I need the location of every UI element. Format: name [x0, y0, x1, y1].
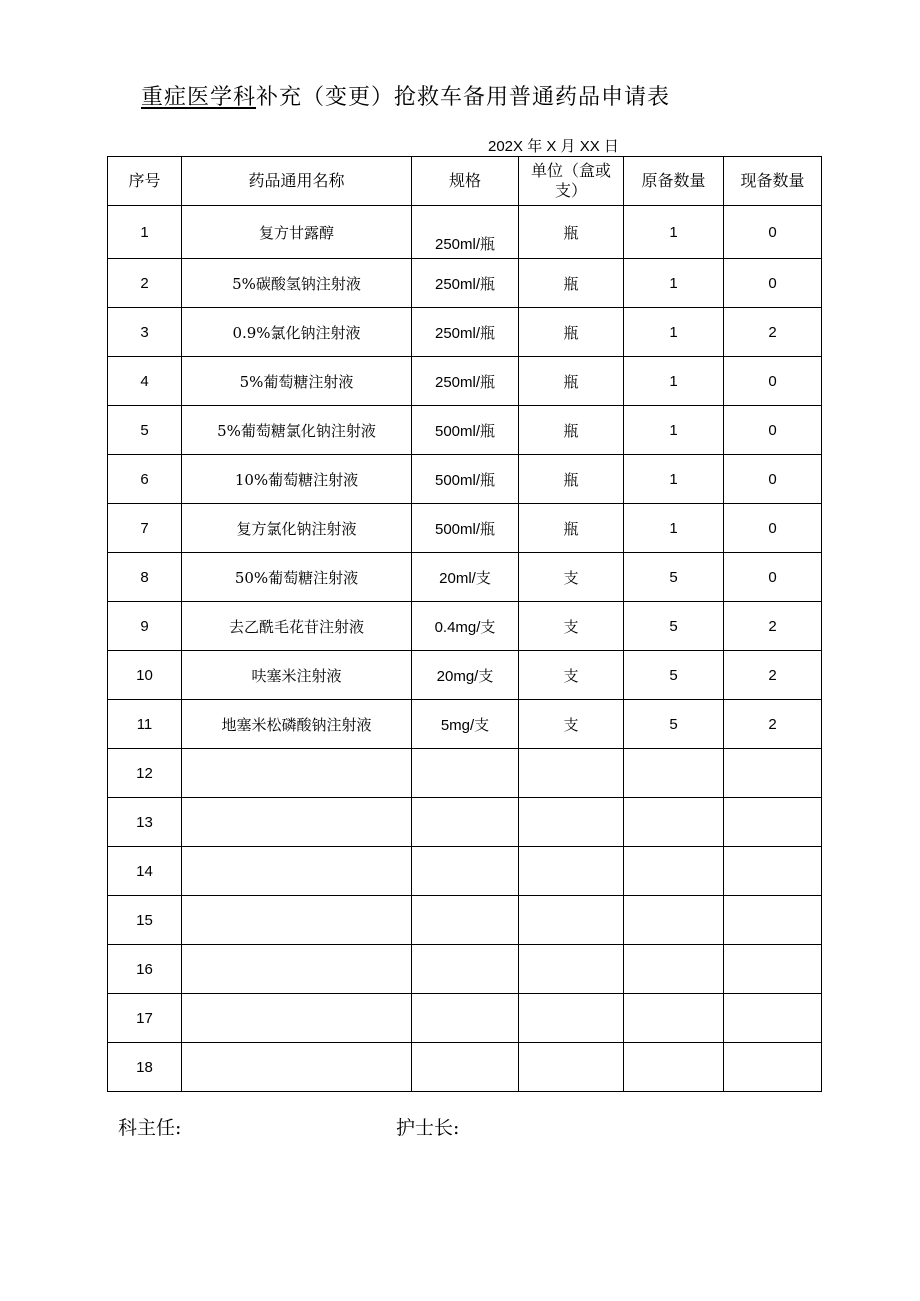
head-nurse-signature-label: 护士长:	[396, 1117, 460, 1139]
cell-name	[182, 945, 412, 994]
cell-name: 5%葡萄糖氯化钠注射液	[182, 406, 412, 455]
cell-name: 50%葡萄糖注射液	[182, 553, 412, 602]
cell-unit: 支	[519, 553, 624, 602]
cell-original-qty	[624, 847, 724, 896]
cell-name: 地塞米松磷酸钠注射液	[182, 700, 412, 749]
cell-current-qty: 0	[724, 504, 822, 553]
header-current-qty: 现备数量	[724, 157, 822, 206]
table-row	[108, 406, 822, 455]
form-title: 补充（变更）抢救车备用普通药品申请表	[256, 85, 671, 110]
cell-original-qty: 1	[624, 504, 724, 553]
cell-unit	[519, 896, 624, 945]
table-row	[108, 308, 822, 357]
table-row	[108, 206, 822, 259]
table-row	[108, 357, 822, 406]
cell-spec: 250ml/瓶	[412, 308, 519, 357]
cell-current-qty	[724, 994, 822, 1043]
cell-no: 11	[108, 700, 182, 749]
cell-no: 15	[108, 896, 182, 945]
cell-name: 呋塞米注射液	[182, 651, 412, 700]
table-row	[108, 700, 822, 749]
cell-current-qty	[724, 896, 822, 945]
header-name: 药品通用名称	[182, 157, 412, 206]
cell-original-qty: 1	[624, 259, 724, 308]
cell-name	[182, 749, 412, 798]
cell-spec: 250ml/瓶	[412, 206, 519, 259]
cell-current-qty: 0	[724, 357, 822, 406]
cell-current-qty: 0	[724, 553, 822, 602]
cell-unit: 瓶	[519, 455, 624, 504]
cell-name	[182, 1043, 412, 1092]
cell-original-qty	[624, 749, 724, 798]
cell-unit: 瓶	[519, 504, 624, 553]
cell-current-qty	[724, 1043, 822, 1092]
cell-no: 16	[108, 945, 182, 994]
cell-unit	[519, 945, 624, 994]
cell-name: 去乙酰毛花苷注射液	[182, 602, 412, 651]
cell-spec	[412, 798, 519, 847]
cell-unit	[519, 798, 624, 847]
cell-spec	[412, 847, 519, 896]
cell-name	[182, 847, 412, 896]
cell-spec	[412, 896, 519, 945]
cell-unit	[519, 847, 624, 896]
page-title	[141, 80, 670, 111]
cell-original-qty	[624, 945, 724, 994]
table-row	[108, 504, 822, 553]
cell-spec: 500ml/瓶	[412, 406, 519, 455]
table-row	[108, 798, 822, 847]
cell-name: 0.9%氯化钠注射液	[182, 308, 412, 357]
cell-unit	[519, 749, 624, 798]
cell-unit: 瓶	[519, 357, 624, 406]
cell-no: 9	[108, 602, 182, 651]
cell-original-qty	[624, 1043, 724, 1092]
cell-spec: 500ml/瓶	[412, 504, 519, 553]
table-body	[108, 206, 822, 1092]
header-spec: 规格	[412, 157, 519, 206]
cell-unit: 瓶	[519, 259, 624, 308]
cell-no: 17	[108, 994, 182, 1043]
cell-original-qty	[624, 798, 724, 847]
cell-name	[182, 994, 412, 1043]
table-row	[108, 994, 822, 1043]
cell-spec: 250ml/瓶	[412, 259, 519, 308]
table-row	[108, 651, 822, 700]
cell-current-qty: 2	[724, 308, 822, 357]
cell-original-qty: 1	[624, 406, 724, 455]
cell-unit: 瓶	[519, 206, 624, 259]
cell-original-qty	[624, 896, 724, 945]
cell-name: 复方甘露醇	[182, 206, 412, 259]
header-unit: 单位（盒或支）	[519, 157, 624, 206]
cell-original-qty: 1	[624, 455, 724, 504]
cell-unit	[519, 994, 624, 1043]
cell-no: 1	[108, 206, 182, 259]
cell-no: 10	[108, 651, 182, 700]
cell-current-qty	[724, 798, 822, 847]
cell-no: 7	[108, 504, 182, 553]
header-original-qty: 原备数量	[624, 157, 724, 206]
cell-current-qty: 2	[724, 602, 822, 651]
cell-name	[182, 798, 412, 847]
table-row	[108, 1043, 822, 1092]
header-no: 序号	[108, 157, 182, 206]
cell-original-qty: 5	[624, 700, 724, 749]
cell-no: 13	[108, 798, 182, 847]
table-row	[108, 553, 822, 602]
cell-unit: 支	[519, 602, 624, 651]
cell-no: 14	[108, 847, 182, 896]
cell-original-qty: 5	[624, 553, 724, 602]
cell-original-qty: 1	[624, 357, 724, 406]
table-header-row	[108, 157, 822, 206]
table-row	[108, 847, 822, 896]
table-row	[108, 749, 822, 798]
cell-name	[182, 896, 412, 945]
table-row	[108, 455, 822, 504]
table-row	[108, 602, 822, 651]
cell-name: 复方氯化钠注射液	[182, 504, 412, 553]
form-date: 202X 年 X 月 XX 日	[488, 138, 619, 155]
cell-spec	[412, 749, 519, 798]
cell-no: 8	[108, 553, 182, 602]
cell-original-qty: 5	[624, 651, 724, 700]
table-row	[108, 896, 822, 945]
cell-name: 5%碳酸氢钠注射液	[182, 259, 412, 308]
cell-current-qty	[724, 749, 822, 798]
cell-spec: 20ml/支	[412, 553, 519, 602]
cell-current-qty: 0	[724, 455, 822, 504]
cell-original-qty	[624, 994, 724, 1043]
cell-current-qty: 2	[724, 651, 822, 700]
cell-spec: 0.4mg/支	[412, 602, 519, 651]
cell-name: 5%葡萄糖注射液	[182, 357, 412, 406]
cell-no: 3	[108, 308, 182, 357]
cell-current-qty: 0	[724, 259, 822, 308]
cell-spec: 5mg/支	[412, 700, 519, 749]
cell-no: 2	[108, 259, 182, 308]
cell-original-qty: 1	[624, 206, 724, 259]
cell-no: 12	[108, 749, 182, 798]
director-signature-label: 科主任:	[118, 1117, 182, 1139]
cell-spec	[412, 994, 519, 1043]
cell-current-qty	[724, 847, 822, 896]
cell-unit: 支	[519, 651, 624, 700]
cell-unit: 支	[519, 700, 624, 749]
cell-spec	[412, 1043, 519, 1092]
cell-no: 4	[108, 357, 182, 406]
cell-current-qty: 0	[724, 406, 822, 455]
cell-unit: 瓶	[519, 308, 624, 357]
cell-original-qty: 5	[624, 602, 724, 651]
cell-spec	[412, 945, 519, 994]
cell-name: 10%葡萄糖注射液	[182, 455, 412, 504]
cell-current-qty	[724, 945, 822, 994]
medication-table	[107, 156, 822, 1092]
department-name: 重症医学科	[141, 85, 257, 110]
cell-no: 6	[108, 455, 182, 504]
cell-no: 18	[108, 1043, 182, 1092]
cell-original-qty: 1	[624, 308, 724, 357]
cell-no: 5	[108, 406, 182, 455]
cell-unit: 瓶	[519, 406, 624, 455]
table-row	[108, 945, 822, 994]
cell-current-qty: 0	[724, 206, 822, 259]
cell-unit	[519, 1043, 624, 1092]
cell-current-qty: 2	[724, 700, 822, 749]
table-row	[108, 259, 822, 308]
cell-spec: 500ml/瓶	[412, 455, 519, 504]
cell-spec: 20mg/支	[412, 651, 519, 700]
cell-spec: 250ml/瓶	[412, 357, 519, 406]
